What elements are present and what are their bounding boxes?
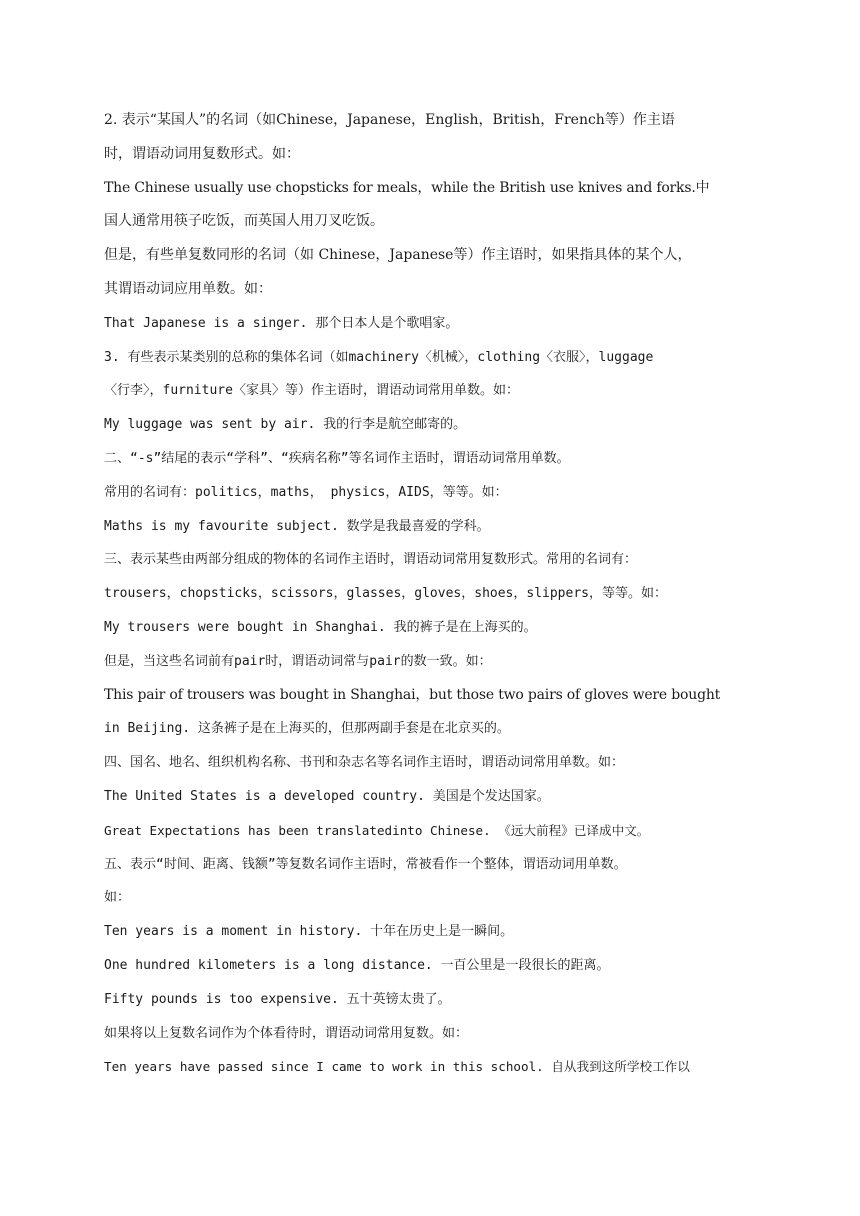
text-line: 四、国名、地名、组织机构名称、书刊和杂志名等名词作主语时，谓语动词常用单数。如：	[104, 755, 625, 771]
text-line: 但是，当这些名词前有pair时，谓语动词常与pair的数一致。如：	[104, 653, 492, 669]
text-line: 如：	[104, 890, 131, 906]
document-page	[104, 104, 756, 1084]
text-line: One hundred kilometers is a long distance. 一百公里是一段很长的距离。	[104, 957, 610, 973]
text-line: Ten years have passed since I came to work in this school. 自从我到这所学校工作以	[104, 1059, 690, 1075]
text-line: 三、表示某些由两部分组成的物体的名词作主语时，谓语动词常用复数形式。常用的名词有：	[104, 552, 638, 568]
text-line: in Beijing. 这条裤子是在上海买的，但那两副手套是在北京买的。	[104, 721, 510, 737]
text-line: Ten years is a moment in history. 十年在历史上是一瞬间。	[104, 924, 514, 940]
text-line: The United States is a developed country. 美国是个发达国家。	[104, 788, 550, 804]
text-line: 2. 表示“某国人”的名词（如Chinese，Japanese，English，British，French等）作主语	[104, 112, 675, 128]
text-line: 二、“-s”结尾的表示“学科”、“疾病名称”等名词作主语时，谓语动词常用单数。	[104, 450, 570, 466]
text-line: 国人通常用筷子吃饭，而英国人用刀叉吃饭。	[104, 213, 384, 230]
text-line: 常用的名词有：politics，maths， physics，AIDS，等等。如：	[104, 484, 508, 500]
text-line: My trousers were bought in Shanghai. 我的裤子是在上海买的。	[104, 619, 537, 635]
text-line: Fifty pounds is too expensive. 五十英镑太贵了。	[104, 991, 451, 1007]
text-line: 其谓语动词应用单数。如：	[104, 280, 272, 297]
text-line: 如果将以上复数名词作为个体看待时，谓语动词常用复数。如：	[104, 1025, 469, 1041]
text-line: 但是，有些单复数同形的名词（如 Chinese，Japanese等）作主语时，如果指具体的某个人，	[104, 247, 692, 264]
text-line: The Chinese usually use chopsticks for meals，while the British use knives and forks.中	[104, 179, 710, 196]
text-line: 〈行李〉，furniture〈家具〉等）作主语时，谓语动词常用单数。如：	[104, 383, 519, 399]
text-line: Maths is my favourite subject. 数学是我最喜爱的学科。	[104, 518, 490, 534]
text-line: trousers，chopsticks，scissors，glasses，gloves，shoes，slippers，等等。如：	[104, 586, 667, 602]
text-line: Great Expectations has been translatedinto Chinese. 《远大前程》已译成中文。	[104, 822, 650, 838]
text-line: 3. 有些表示某类别的总称的集体名词（如machinery〈机械〉，clothing〈衣服〉，luggage	[104, 349, 654, 365]
text-line: This pair of trousers was bought in Shanghai，but those two pairs of gloves were bought	[104, 686, 721, 703]
text-line: 时，谓语动词用复数形式。如：	[104, 145, 300, 162]
text-line: That Japanese is a singer. 那个日本人是个歌唱家。	[104, 315, 459, 331]
text-line: 五、表示“时间、距离、钱额”等复数名词作主语时，常被看作一个整体，谓语动词用单数。	[104, 856, 627, 872]
text-line: My luggage was sent by air. 我的行李是航空邮寄的。	[104, 417, 467, 433]
